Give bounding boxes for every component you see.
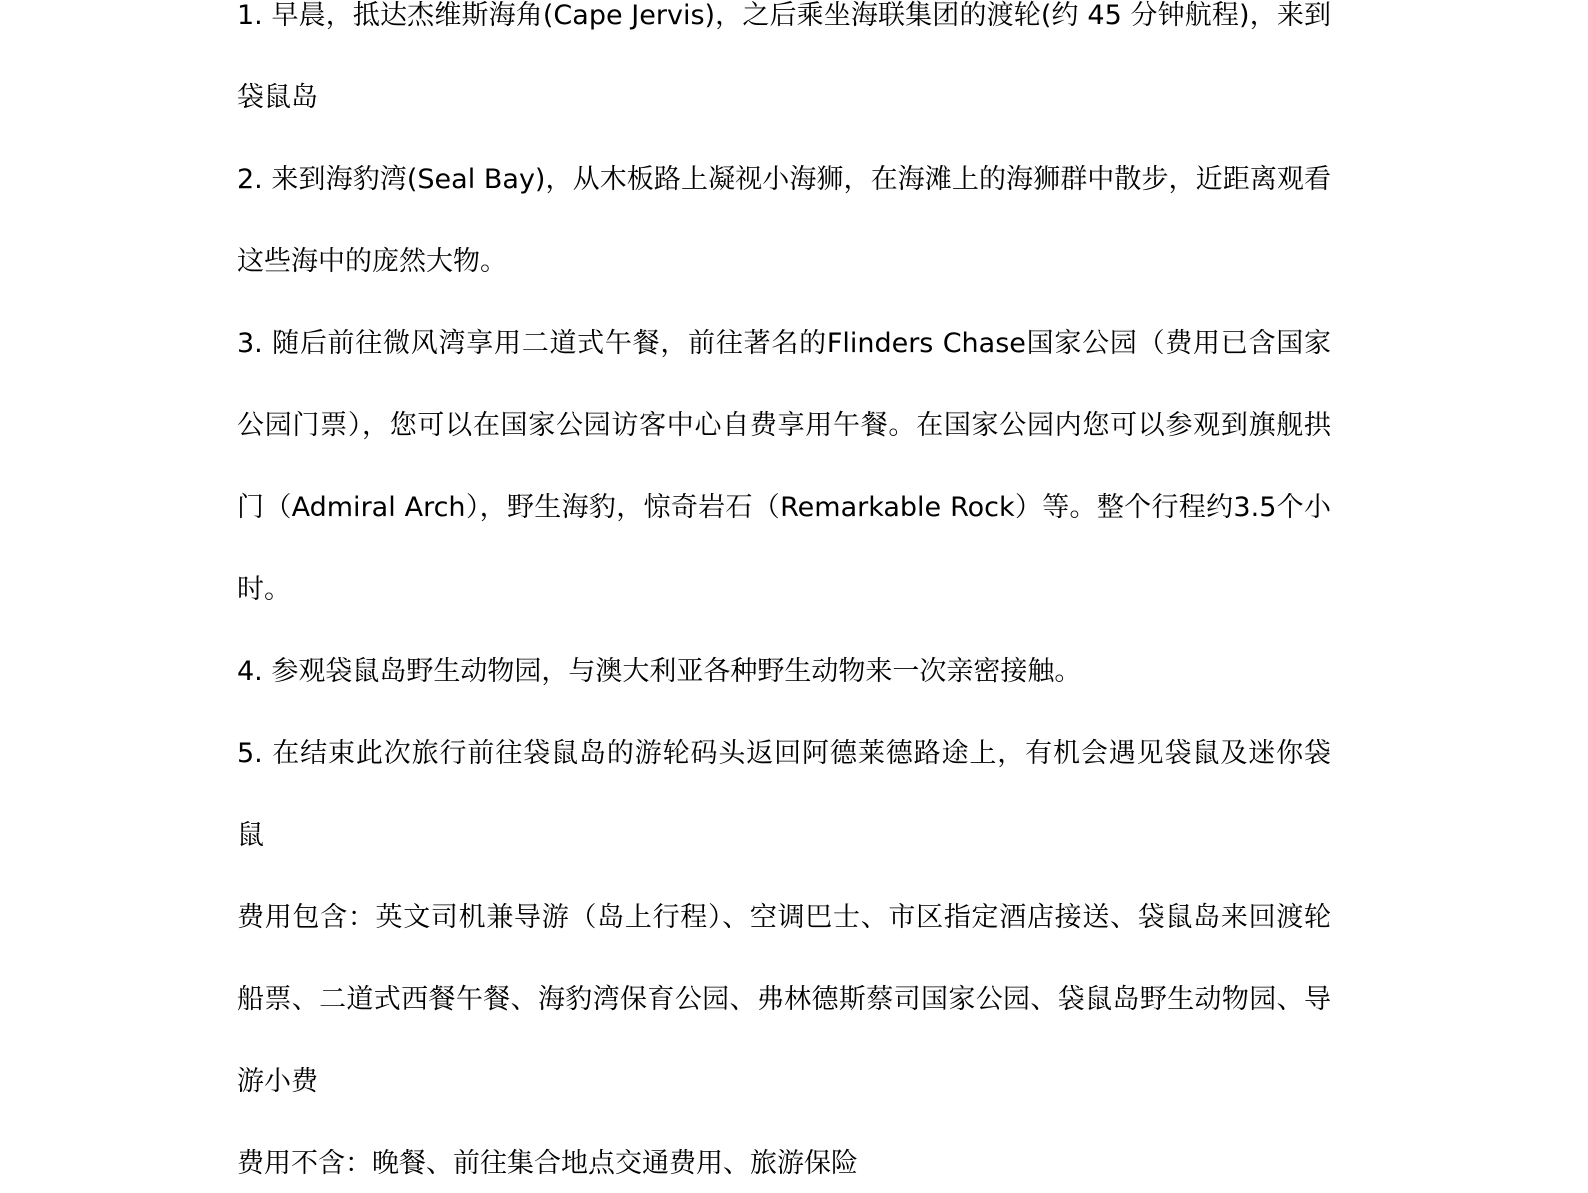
itinerary-item-2-line-2: 这些海中的庞然大物。 <box>237 246 507 277</box>
itinerary-item-1-line-2: 袋鼠岛 <box>237 82 318 113</box>
fees-included-line-3: 游小费 <box>237 1066 318 1097</box>
itinerary-item-3-line-1: 3. 随后前往微风湾享用二道式午餐，前往著名的Flinders Chase国家公园（费用已含国家 <box>237 328 1331 359</box>
itinerary-item-5-line-2: 鼠 <box>237 820 264 851</box>
itinerary-item-5-line-1: 5. 在结束此次旅行前往袋鼠岛的游轮码头返回阿德莱德路途上，有机会遇见袋鼠及迷你袋 <box>237 738 1331 769</box>
itinerary-item-4-line-1: 4. 参观袋鼠岛野生动物园，与澳大利亚各种野生动物来一次亲密接触。 <box>237 656 1082 687</box>
fees-included-line-1: 费用包含：英文司机兼导游（岛上行程）、空调巴士、市区指定酒店接送、袋鼠岛来回渡轮 <box>237 902 1331 933</box>
itinerary-item-3-line-3: 门（Admiral Arch），野生海豹，惊奇岩石（Remarkable Rock）等。整个行程约3.5个小 <box>237 492 1331 523</box>
itinerary-item-3-line-2: 公园门票），您可以在国家公园访客中心自费享用午餐。在国家公园内您可以参观到旗舰拱 <box>237 410 1331 441</box>
fees-excluded-line-1: 费用不含：晚餐、前往集合地点交通费用、旅游保险 <box>237 1148 858 1179</box>
fees-included-line-2: 船票、二道式西餐午餐、海豹湾保育公园、弗林德斯蔡司国家公园、袋鼠岛野生动物园、导 <box>237 984 1331 1015</box>
itinerary-item-1-line-1: 1. 早晨，抵达杰维斯海角(Cape Jervis)，之后乘坐海联集团的渡轮(约 45 分钟航程)，来到 <box>237 0 1331 31</box>
itinerary-item-2-line-1: 2. 来到海豹湾(Seal Bay)，从木板路上凝视小海狮，在海滩上的海狮群中散步，近距离观看 <box>237 164 1331 195</box>
itinerary-item-3-line-4: 时。 <box>237 574 291 605</box>
